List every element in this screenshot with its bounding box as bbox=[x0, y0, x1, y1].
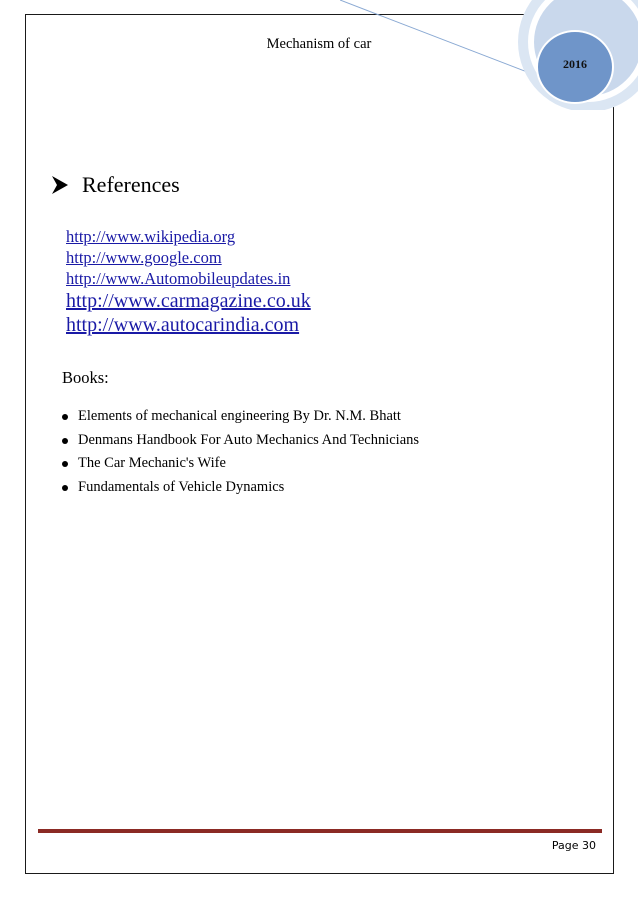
year-badge bbox=[500, 0, 638, 110]
book-title: The Car Mechanic's Wife bbox=[78, 455, 226, 471]
list-item bbox=[62, 476, 419, 500]
bullet-icon bbox=[62, 461, 68, 467]
arrow-bullet-icon bbox=[52, 176, 68, 194]
link-autocarindia[interactable]: http://www.autocarindia.com bbox=[66, 314, 300, 336]
book-title: Fundamentals of Vehicle Dynamics bbox=[78, 478, 285, 495]
page-number: Page 30 bbox=[551, 839, 596, 852]
document-title: Mechanism of car bbox=[266, 36, 372, 52]
link-carmagazine[interactable]: http://www.carmagazine.co.uk bbox=[66, 290, 311, 312]
reference-links bbox=[66, 226, 311, 337]
book-title: Elements of mechanical engineering By Dr. N.M. Bhatt bbox=[78, 408, 401, 424]
link-automobileupdates[interactable]: http://www.Automobileupdates.in bbox=[66, 269, 291, 288]
book-list bbox=[62, 405, 419, 499]
list-item bbox=[62, 452, 419, 476]
list-item bbox=[62, 405, 419, 429]
badge-year: 2016 bbox=[563, 57, 587, 71]
list-item bbox=[62, 429, 419, 453]
books-label: Books: bbox=[62, 368, 109, 387]
references-heading bbox=[52, 172, 180, 198]
bullet-icon bbox=[62, 414, 68, 420]
link-wikipedia[interactable]: http://www.wikipedia.org bbox=[66, 227, 236, 246]
bullet-icon bbox=[62, 485, 68, 491]
footer-rule bbox=[38, 829, 602, 833]
references-heading-text: References bbox=[82, 172, 180, 197]
bullet-icon bbox=[62, 438, 68, 444]
link-google[interactable]: http://www.google.com bbox=[66, 248, 222, 267]
book-title: Denmans Handbook For Auto Mechanics And Technicians bbox=[78, 431, 420, 448]
